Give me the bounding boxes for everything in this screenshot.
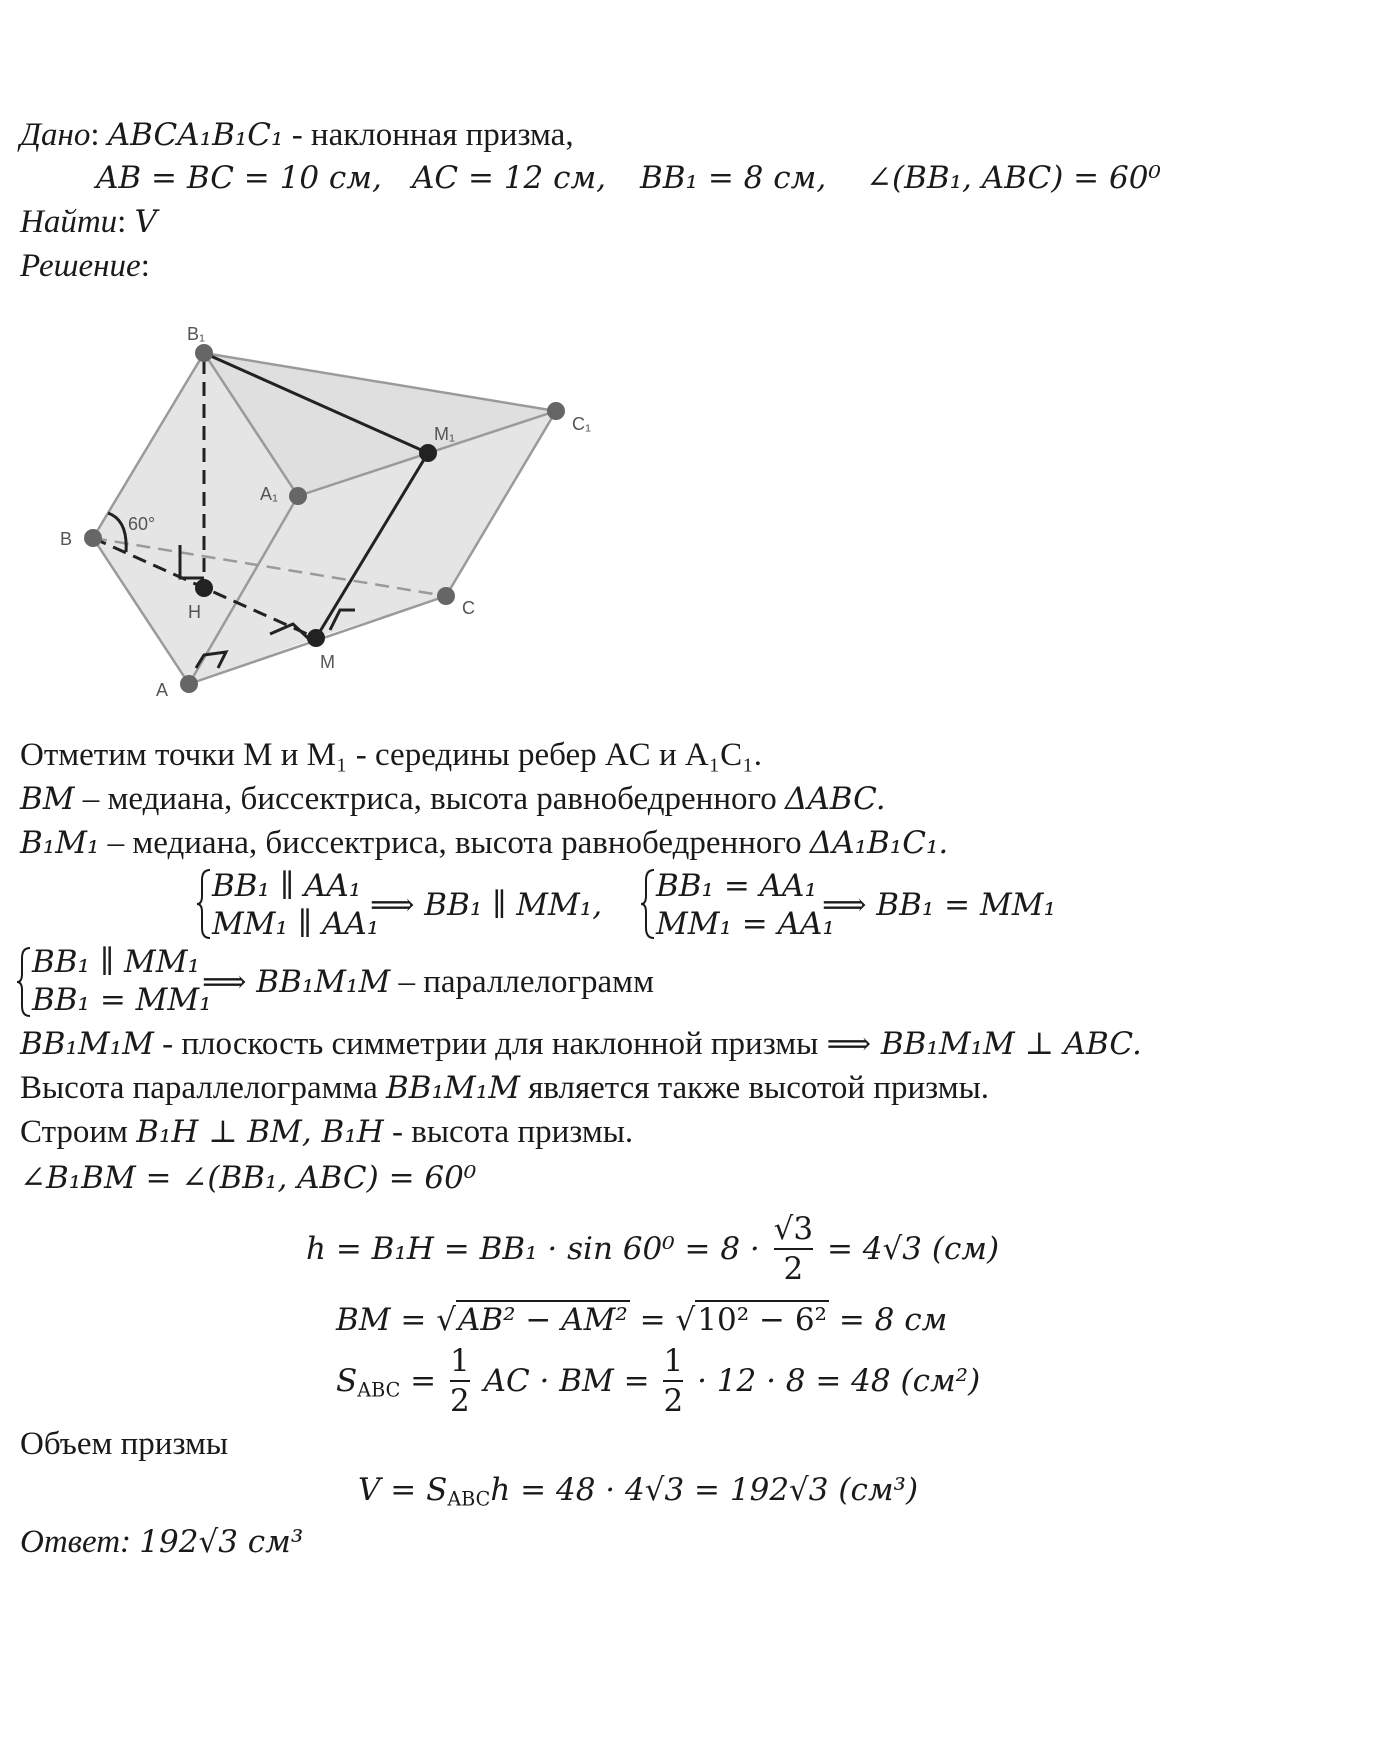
bm-radicand-1: AB² − AM² [457,1302,628,1338]
label-h: H [188,602,201,622]
sys1-row1: BB₁ ∥ AA₁ [212,868,362,904]
sys1-result: ⟹ BB₁ ∥ MM₁, [370,887,603,923]
symmetry-result: ⟹ BB₁M₁M ⊥ ABC. [826,1026,1142,1062]
volume-label: Объем призмы [20,1426,229,1462]
condition-angle: ∠(BB₁, ABC) = 60⁰ [866,160,1161,196]
point-b1 [195,344,213,362]
height-term: BB₁M₁M [386,1070,520,1106]
line-angle: ∠B₁BM = ∠(BB₁, ABC) = 60⁰ [20,1160,477,1196]
brace-3 [16,946,32,1018]
solution-line: Решение: [20,248,150,284]
v-formula: V = S [358,1472,448,1508]
b1m1-term: B₁M₁ [20,825,100,861]
bm-radicand-2: 10² − 6² [697,1302,827,1338]
given-label: Дано [20,117,91,153]
label-a: A [156,680,169,700]
bm-right: = 8 см [829,1302,948,1338]
symmetry-desc: - плоскость симметрии для наклонной призмы [153,1026,827,1062]
prism-name: ABCA₁B₁C₁ [107,117,284,153]
condition-ac: AC = 12 см, [412,160,607,196]
h-fraction [774,1210,813,1288]
label-a1: A₁ [260,484,279,504]
label-b: B [60,529,73,549]
bm-desc: – медиана, биссектриса, высота равнобедренного [74,781,785,817]
label-angle: 60° [128,514,156,534]
h-right: = 4√3 (см) [826,1231,1000,1267]
point-h [195,579,213,597]
solution-label: Решение [20,248,141,284]
find-value: V [134,204,157,240]
sys3-result [202,962,654,1002]
brace-1 [196,868,212,940]
point-c [437,587,455,605]
sys1-row2: MM₁ ∥ AA₁ [212,906,380,942]
point-a [180,675,198,693]
sys3-result-math: ⟹ BB₁M₁M [202,964,391,1000]
condition-bb1: BB₁ = 8 см, [640,160,827,196]
line-construct [20,1112,633,1152]
condition-ab-bc: AB = BC = 10 см, [96,160,382,196]
s-num2: 1 [663,1343,684,1379]
prism-figure [50,315,610,705]
sys2-row1: BB₁ = AA₁ [656,868,817,904]
height-prefix: Высота параллелограмма [20,1070,387,1106]
sys3-row1: BB₁ ∥ MM₁ [32,944,200,980]
answer-label: Ответ: [20,1524,132,1560]
label-m: M [320,652,335,672]
line-bm [20,779,886,819]
line-b1m1 [20,823,948,863]
point-c1 [547,402,565,420]
point-a1 [289,487,307,505]
line-height [20,1068,989,1108]
s-fraction-1 [450,1342,470,1420]
h-num: √3 [773,1211,814,1247]
formula-h [306,1210,999,1288]
s-num: 1 [449,1343,470,1379]
point-m [307,629,325,647]
label-m1: M₁ [434,424,456,444]
s-left: S [336,1363,358,1399]
line-symmetry [20,1024,1142,1064]
v-sub: ABC [447,1487,491,1511]
bm-term: BM [20,781,75,817]
height-suffix: является также высотой призмы. [519,1070,990,1106]
bm-mid: = [629,1302,676,1338]
answer-value: 192√3 см³ [139,1524,304,1560]
bm-triangle: ΔABC. [784,781,886,817]
formula-v [358,1470,918,1510]
s-sub: ABC [357,1378,401,1402]
formula-bm: BM = √AB² − AM² = √10² − 6² = 8 см [336,1302,948,1338]
label-c: C [462,598,475,618]
given-line: Дано: ABCA₁B₁C₁ - наклонная призма, [20,117,574,153]
prism-description: - наклонная призма, [283,117,574,153]
label-b1: B₁ [187,324,206,344]
construct-prefix: Строим [20,1114,137,1150]
v-rest: h = 48 · 4√3 = 192√3 (см³) [490,1472,919,1508]
construct-suffix: - высота призмы. [383,1114,634,1150]
s-den: 2 [450,1380,470,1420]
label-c1: C₁ [572,414,592,434]
sys2-row2: MM₁ = AA₁ [656,906,835,942]
s-eq: = [400,1363,437,1399]
bm-left: BM = [336,1302,437,1338]
point-b [84,529,102,547]
s-mid: AC · BM = [483,1363,650,1399]
sys2-result: ⟹ BB₁ = MM₁ [822,887,1056,923]
sys3-result-text: – параллелограмм [390,964,654,1000]
h-den: 2 [774,1248,813,1288]
h-left: h = B₁H = BB₁ · sin 60⁰ = 8 · [306,1231,760,1267]
formula-s [336,1342,980,1420]
s-fraction-2 [663,1342,683,1420]
sys3-row2: BB₁ = MM₁ [32,982,212,1018]
b1m1-desc: – медиана, биссектриса, высота равнобедренного [99,825,810,861]
line-midpoints: Отметим точки M и M₁ - середины ребер AC и A₁C₁. [20,737,762,773]
brace-2 [640,868,656,940]
b1m1-triangle: ΔA₁B₁C₁. [809,825,949,861]
s-right: · 12 · 8 = 48 (см²) [697,1363,981,1399]
construct-term: B₁H ⊥ BM, B₁H [136,1114,384,1150]
find-label: Найти [20,204,118,240]
s-den2: 2 [663,1380,683,1420]
symmetry-term: BB₁M₁M [20,1026,154,1062]
find-line: Найти: V [20,204,157,240]
answer-line [20,1522,303,1562]
point-m1 [419,444,437,462]
